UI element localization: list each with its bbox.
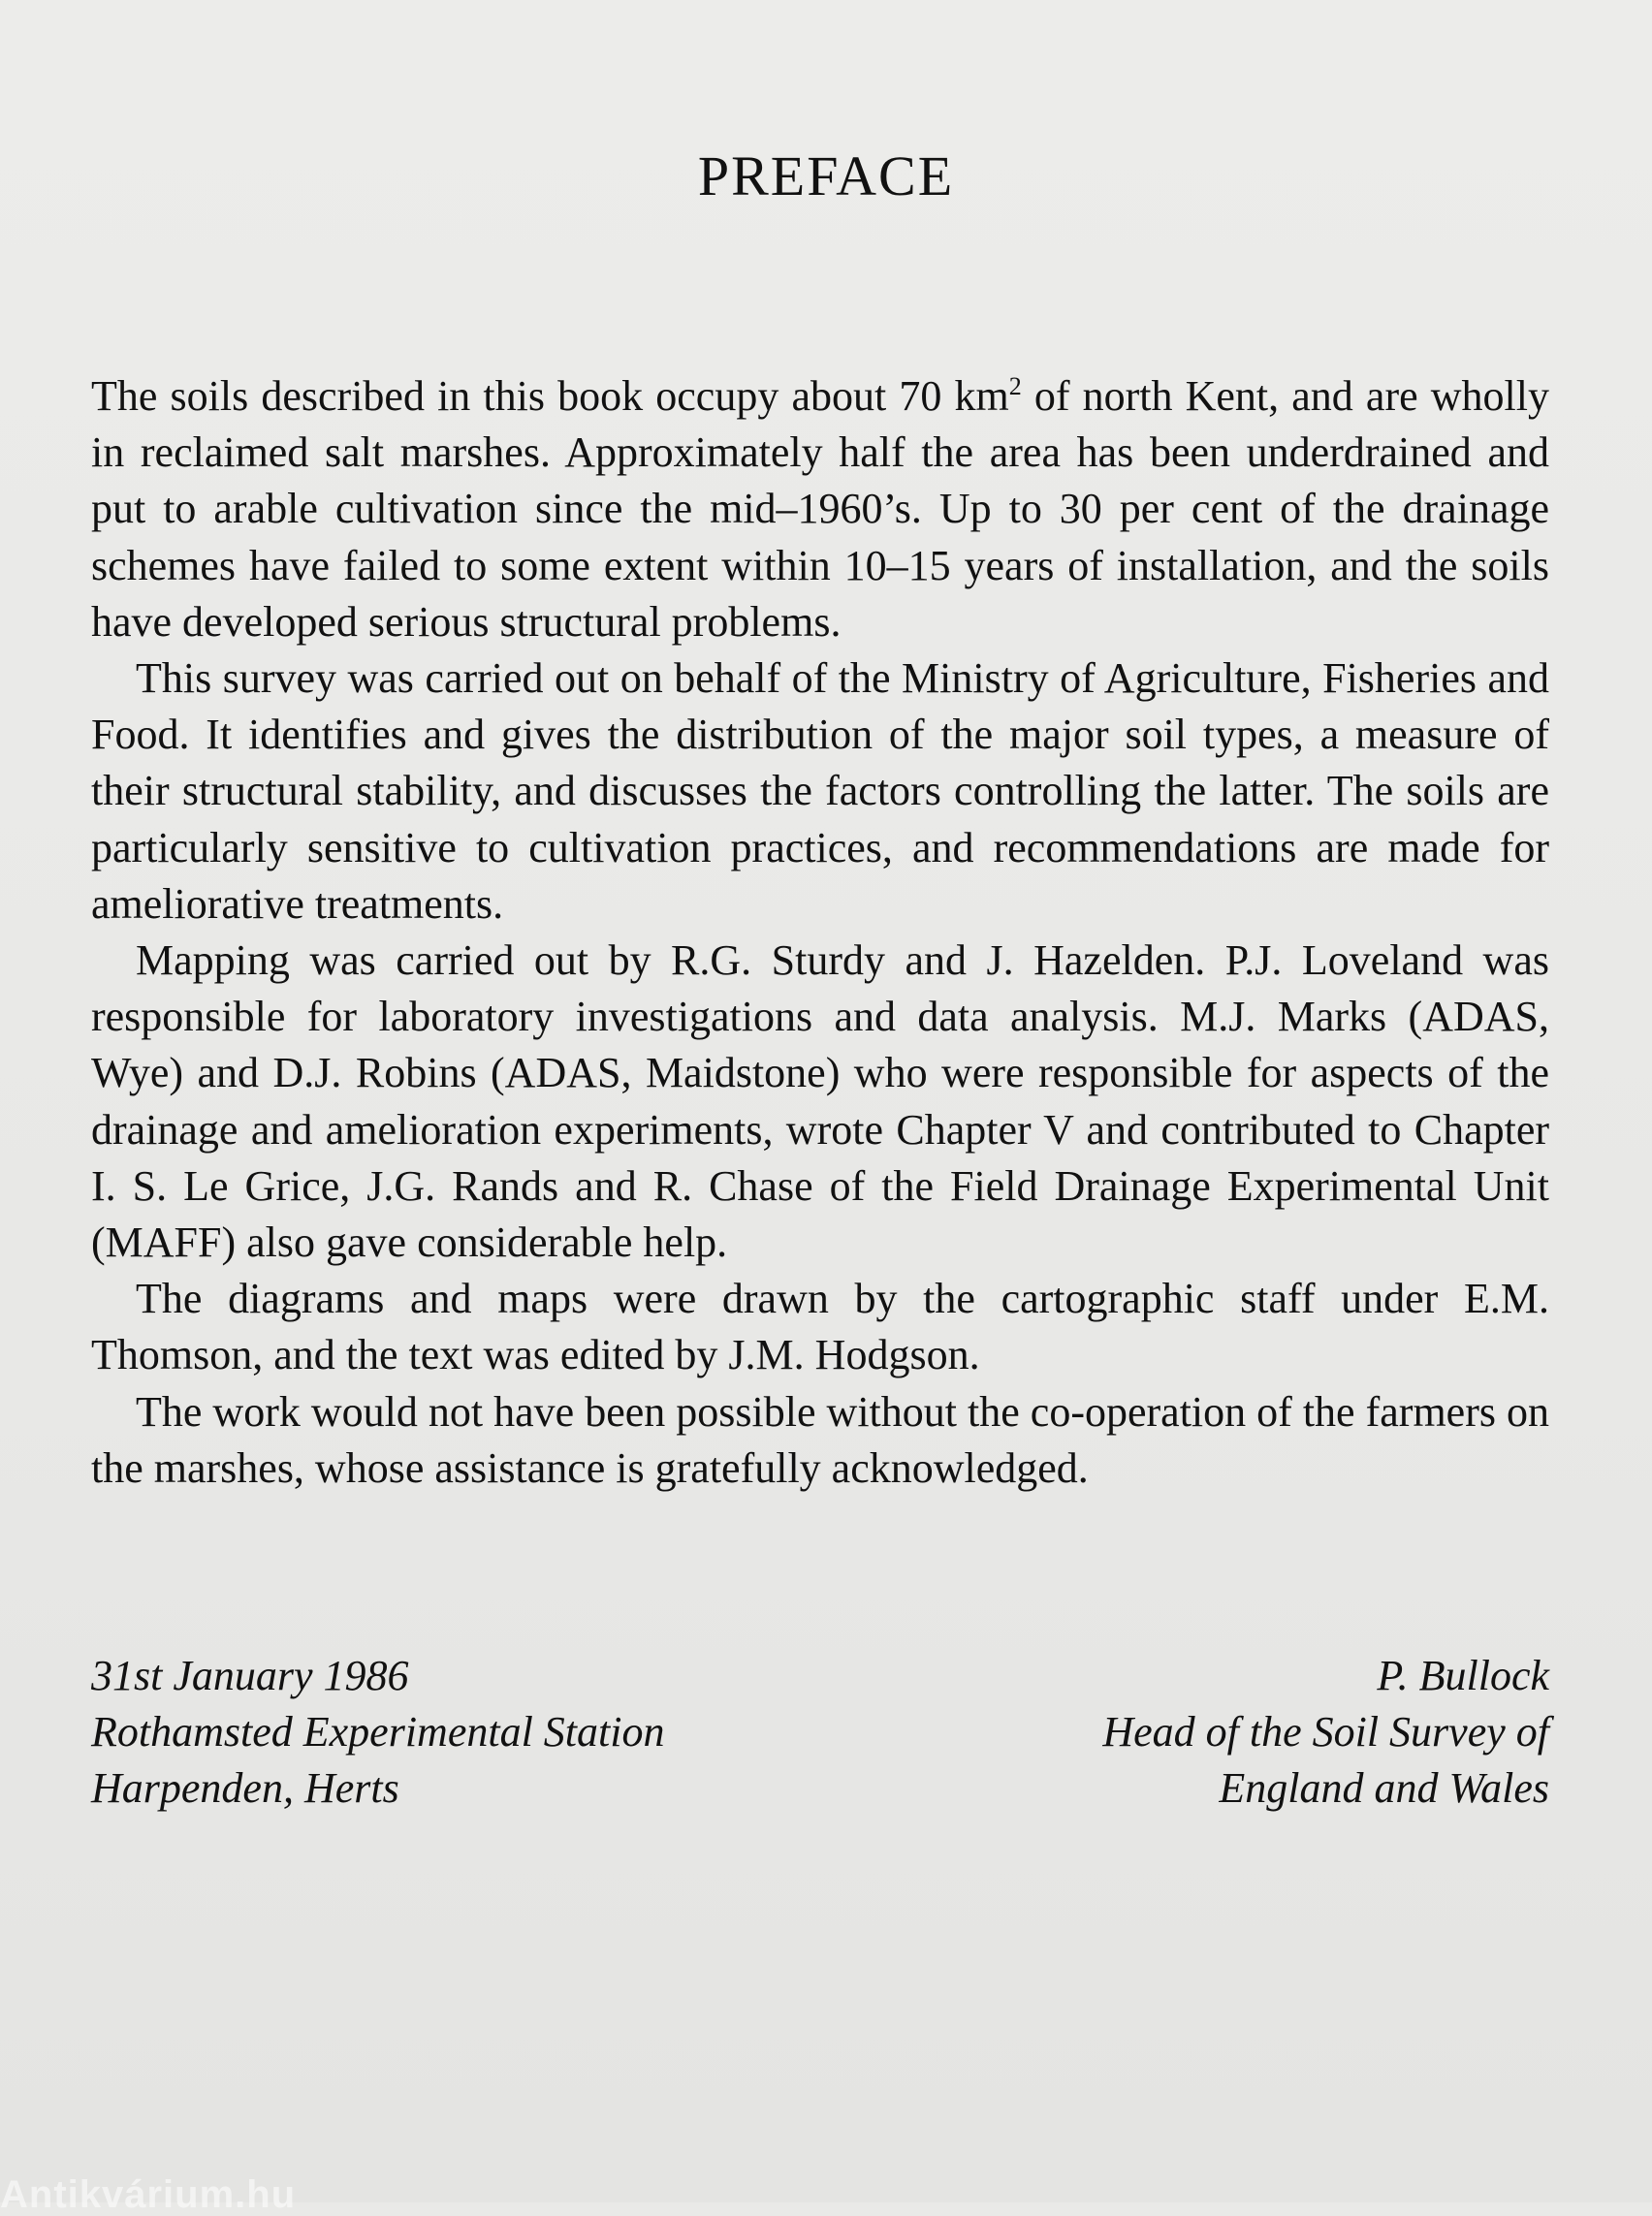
signature-location: Harpenden, Herts xyxy=(91,1764,399,1812)
signature-date: 31st January 1986 xyxy=(91,1652,409,1699)
signature-block-right xyxy=(1102,1648,1549,1817)
watermark: Antikvárium.hu xyxy=(0,2173,297,2216)
paragraph-4: The diagrams and maps were drawn by the cartographic staff under E.M. Thomson, and the text was edited by J.M. Hodgson. xyxy=(91,1275,1549,1379)
signature-role-line-2: England and Wales xyxy=(1219,1764,1549,1812)
paragraph-1-text-b: of north Kent, and are wholly in reclaimed salt marshes. Approximately half the area has been underdrained and put to arable cultivation since the mid–1960’s. Up to 30 per cent of the drainage schemes have failed to some extent within 10–15 years of installation, and the soils have developed serious structural problems. xyxy=(91,372,1549,646)
preface-body xyxy=(91,368,1549,1497)
signature-name: P. Bullock xyxy=(1377,1652,1549,1699)
paragraph-2: This survey was carried out on behalf of the Ministry of Agriculture, Fisheries and Food. It identifies and gives the distribution of the major soil types, a measure of their structural stability, and discusses the factors controlling the latter. The soils are particularly sensitive to cultivation practices, and recommendations are made for ameliorative treatments. xyxy=(91,654,1549,928)
paragraph-1-text-a: The soils described in this book occupy about 70 km xyxy=(91,372,1009,420)
paragraph-1 xyxy=(91,368,1549,650)
superscript: 2 xyxy=(1008,372,1022,400)
paragraph-5: The work would not have been possible without the co-operation of the farmers on the marshes, whose assistance is gratefully acknowledged. xyxy=(91,1387,1549,1492)
page-title: PREFACE xyxy=(697,144,955,207)
signature-block-left xyxy=(91,1648,664,1817)
signature-institution: Rothamsted Experimental Station xyxy=(91,1708,665,1756)
signature-role-line-1: Head of the Soil Survey of xyxy=(1102,1708,1549,1756)
paragraph-3: Mapping was carried out by R.G. Sturdy and J. Hazelden. P.J. Loveland was responsible for laboratory investigations and data analysis. M.J. Marks (ADAS, Wye) and D.J. Robins (ADAS, Maidstone) who were responsible for aspects of the drainage and amelioration experiments, wrote Chapter V and contributed to Chapter I. S. Le Grice, J.G. Rands and R. Chase of the Field Drainage Experimental Unit (MAFF) also gave considerable help. xyxy=(91,936,1549,1267)
